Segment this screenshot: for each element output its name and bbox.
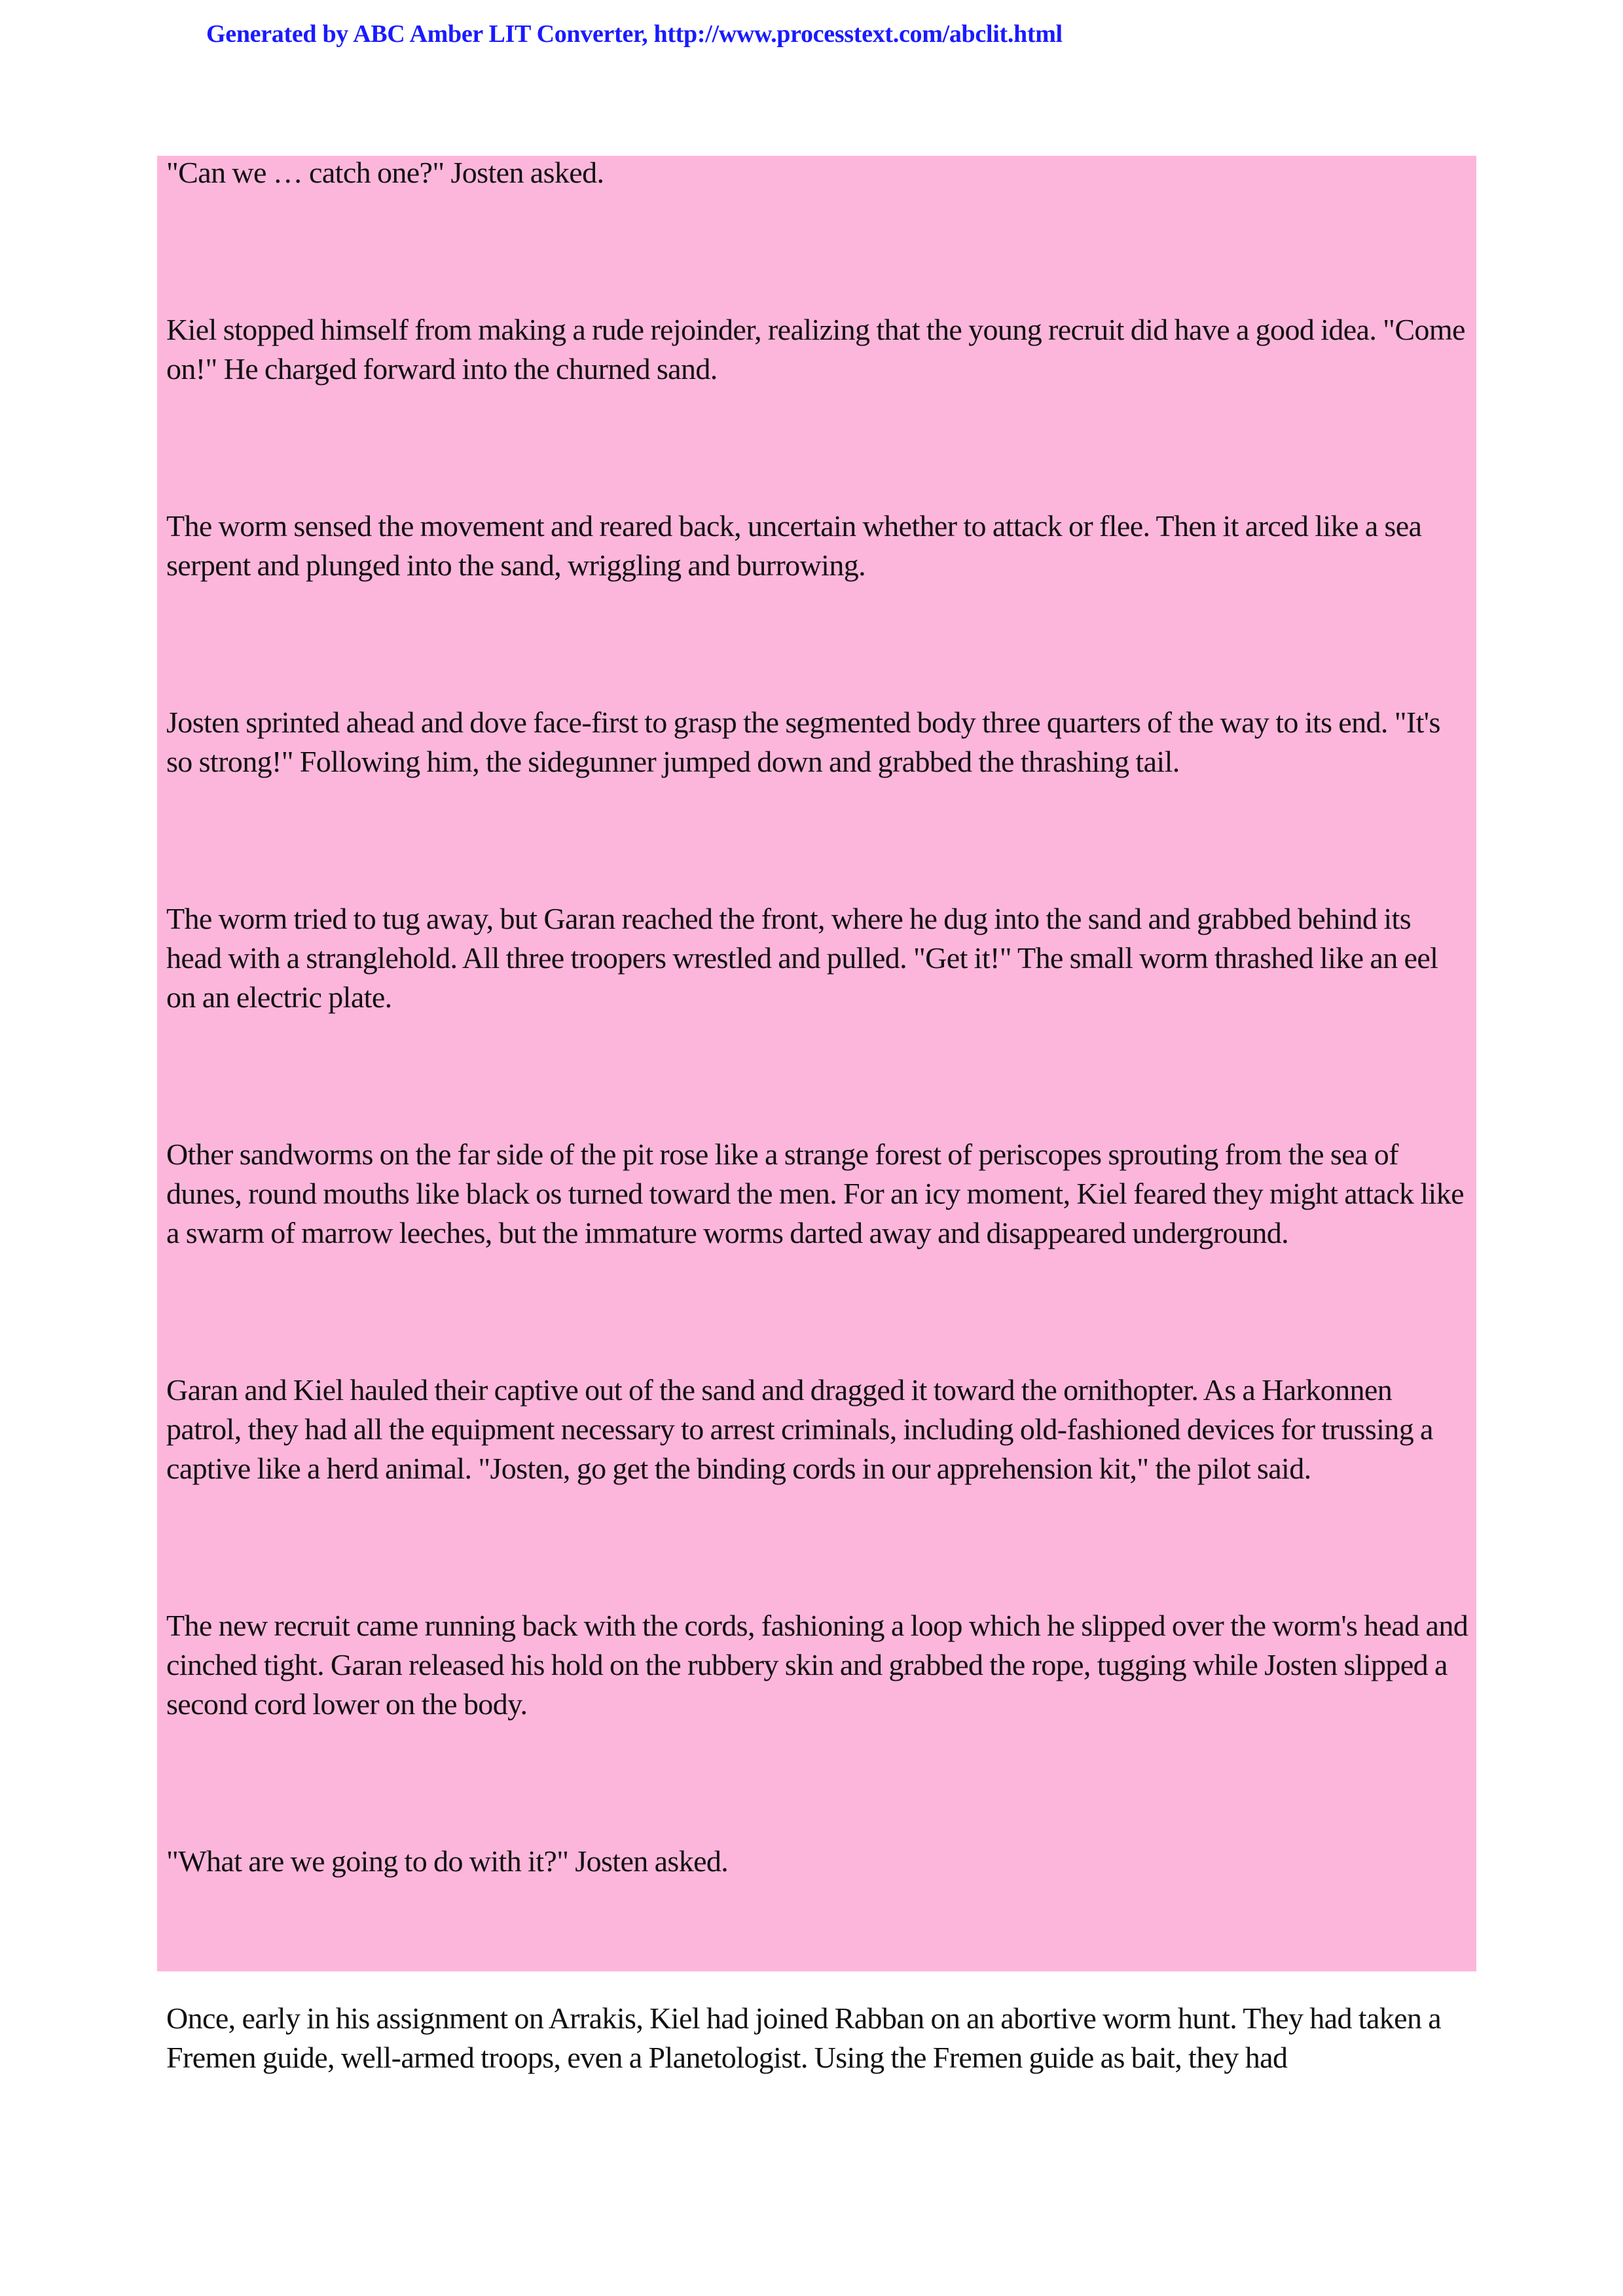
converter-header: Generated by ABC Amber LIT Converter, http://www.processtext.com/abclit.html [206, 20, 1063, 48]
paragraph: "What are we going to do with it?" Josten asked. [166, 1844, 729, 1878]
paragraph: The new recruit came running back with the cords, fashioning a loop which he slipped over the worm's head and cinched tight. Garan released his hold on the rubbery skin and grabbed the rope, tugging while Josten slipped a second cord lower on the body. [166, 1609, 1468, 1721]
paragraph: The worm sensed the movement and reared back, uncertain whether to attack or flee. Then it arced like a sea serpent and plunged into the sand, wriggling and burrowing. [166, 509, 1422, 582]
document-body [157, 156, 1476, 2074]
paragraph: "Can we … catch one?" Josten asked. [166, 156, 604, 189]
paragraph: Garan and Kiel hauled their captive out of the sand and dragged it toward the ornithopter. As a Harkonnen patrol, they had all the equipment necessary to arrest criminals, including old-fashioned devices for trussing a captive like a herd animal. "Josten, go get the binding cords in our apprehension kit," the pilot said. [166, 1373, 1433, 1485]
paragraph: The worm tried to tug away, but Garan reached the front, where he dug into the sand and grabbed behind its head with a stranglehold. All three troopers wrestled and pulled. "Get it!" The small worm thrashed like an eel on an electric plate. [166, 902, 1438, 1014]
paragraph: Kiel stopped himself from making a rude rejoinder, realizing that the young recruit did have a good idea. "Come on!" He charged forward into the churned sand. [166, 313, 1465, 386]
paragraph: Other sandworms on the far side of the pit rose like a strange forest of periscopes sprouting from the sea of dunes, round mouths like black os turned toward the men. For an icy moment, Kiel feared they might attack like a swarm of marrow leeches, but the immature worms darted away and disappeared underground. [166, 1138, 1464, 1249]
paragraph: Once, early in his assignment on Arrakis, Kiel had joined Rabban on an abortive worm hunt. They had taken a Fremen guide, well-armed troops, even a Planetologist. Using the Fremen guide as bait, they had [166, 2001, 1442, 2074]
paragraph: Josten sprinted ahead and dove face-first to grasp the segmented body three quarters of the way to its end. "It's so strong!" Following him, the sidegunner jumped down and grabbed the thrashing tail. [166, 706, 1440, 778]
